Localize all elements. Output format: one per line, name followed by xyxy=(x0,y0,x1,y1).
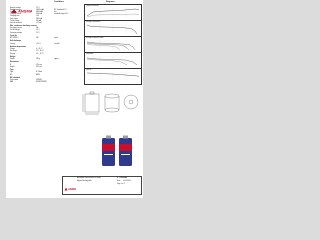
battery-product-image xyxy=(98,132,138,168)
spec-label: Nominal voltage xyxy=(10,8,21,9)
footer-date: 01.01.2013 xyxy=(123,181,131,182)
chart-title: Charge characteristics xyxy=(86,5,99,7)
spec-label: Trickle charge xyxy=(10,20,20,22)
section-heading: Cycle life xyxy=(10,35,17,37)
chart-discharge-currents xyxy=(84,36,142,53)
spec-condition: cycles xyxy=(54,38,59,40)
diagrams-header: Diagrams xyxy=(106,1,115,3)
spec-label: Height xyxy=(10,66,15,68)
footer-box xyxy=(62,176,142,195)
spec-value: 9300 mAh xyxy=(36,12,43,14)
section-heading: IEC standard xyxy=(10,77,20,79)
spec-value: D / Mono xyxy=(36,72,43,74)
spec-value: 1.2 V xyxy=(36,8,40,9)
spec-condition: 1 month xyxy=(54,43,60,45)
chart-temperature xyxy=(84,52,142,69)
section-heading: Weight xyxy=(10,56,16,58)
chart-discharge xyxy=(84,20,142,37)
svg-text:ANSMANN: ANSMA xyxy=(18,8,32,14)
spec-label: Cut-off voltage xyxy=(10,30,20,32)
spec-label: Capacity xyxy=(10,12,16,14)
spec-value: -20 ~ 60 °C xyxy=(36,51,44,53)
spec-value: 33.0 mm xyxy=(36,64,42,66)
spec-label: IEC xyxy=(10,74,13,76)
section-heading: Max. continuous discharge current xyxy=(10,26,37,27)
spec-value: 148 g xyxy=(36,59,40,61)
spec-label: Internal resistance xyxy=(10,22,23,24)
spec-label: Ø xyxy=(10,64,12,66)
footer-company: ANSMANN Specifications for model xyxy=(77,178,101,179)
spec-value: 10000 mAh xyxy=(36,10,44,12)
spec-label: Storage xyxy=(10,53,16,55)
spec-condition: approx. xyxy=(54,59,60,61)
chart-title: Temperature xyxy=(86,53,94,55)
spec-label: Discharge xyxy=(10,51,17,53)
spec-label: Type xyxy=(10,72,14,74)
footer-model: D - 10000mAh xyxy=(117,178,127,179)
spec-value: 3 A xyxy=(36,28,39,30)
spec-condition: min xyxy=(54,12,57,14)
footer-product-line: Mignon Rechargeable xyxy=(77,181,92,182)
spec-value: 300 mA xyxy=(36,20,42,22)
spec-value: 1000 mA xyxy=(36,14,43,16)
footer-date-label: Date: xyxy=(117,181,121,182)
spec-value: ≤ 20 % xyxy=(36,43,41,45)
section-heading: Self discharge xyxy=(10,41,21,43)
section-heading: Ambient temperature xyxy=(10,47,27,48)
spec-label: Nominal capacity xyxy=(10,10,22,12)
spec-label: Discharge current xyxy=(10,28,22,30)
spec-label: Storage xyxy=(10,43,16,45)
footer-page: Page 1 of 1 xyxy=(117,184,125,185)
spec-value: 59.5 mm xyxy=(36,66,42,68)
ansmann-logo xyxy=(10,1,32,14)
section-heading: Dimensions xyxy=(10,62,20,64)
datasheet-page xyxy=(6,0,143,198)
spec-value: 500 xyxy=(36,38,39,40)
spec-label: Charging time xyxy=(10,16,20,18)
spec-condition: IEC standard 0.2 C xyxy=(54,10,67,12)
spec-label: Charging current xyxy=(10,14,22,16)
chart-title: Discharge characteristics xyxy=(86,21,101,23)
spec-label: Fast charge xyxy=(10,18,18,20)
cell-drawing xyxy=(82,86,140,116)
spec-label: IEC 61951-2 xyxy=(10,38,19,40)
spec-value: 4013674035181 xyxy=(36,82,47,84)
section-heading: Type xyxy=(10,70,14,72)
svg-text:ANSMANN: ANSM xyxy=(68,188,76,191)
spec-value: 2000 mA xyxy=(36,18,43,20)
spec-label: Operating voltage xyxy=(10,32,22,34)
spec-value: ≤ 15 mΩ xyxy=(36,22,42,24)
spec-value: -20 ~ 35 °C xyxy=(36,53,44,55)
spec-label: EAN xyxy=(10,82,14,84)
spec-value: 0 ~ 45 °C xyxy=(36,49,43,51)
spec-value: 1.0 V xyxy=(36,30,40,32)
chart-title: Cycle life xyxy=(86,69,92,71)
spec-value: 16 h xyxy=(36,16,39,18)
spec-value: 1.2 V xyxy=(36,32,40,34)
spec-condition: standard charge 16 h xyxy=(54,14,69,16)
spec-label: Charge xyxy=(10,49,15,51)
footer-logo xyxy=(64,178,76,196)
chart-title: Discharge at different currents xyxy=(86,37,104,39)
spec-label: Part number xyxy=(10,80,19,82)
chart-cycle-life xyxy=(84,68,142,85)
spec-value: 5035182 xyxy=(36,80,42,82)
spec-label: Weight xyxy=(10,59,15,61)
spec-value: HR20 xyxy=(36,74,40,76)
chart-charge xyxy=(84,4,142,21)
conditions-header: Conditions xyxy=(54,1,64,3)
